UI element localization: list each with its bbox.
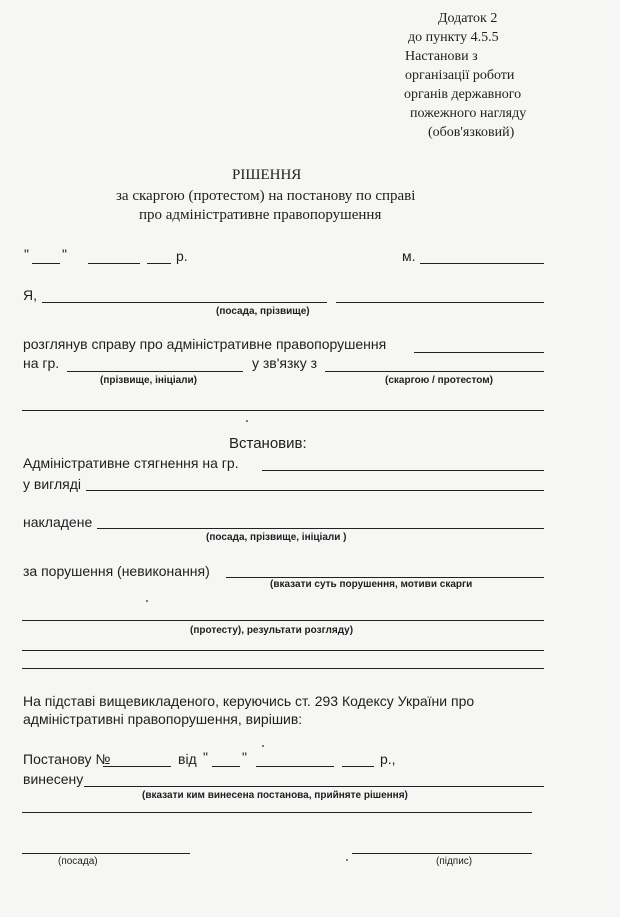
appendix-work-org: організації роботи	[405, 68, 515, 83]
imposed-by-field[interactable]	[97, 528, 544, 529]
violation-label: за порушення (невиконання)	[23, 563, 210, 579]
appendix-state-bodies: органів державного	[404, 87, 522, 102]
appendix-fire-supervision: пожежного нагляду	[410, 106, 527, 121]
scan-speck	[246, 420, 248, 422]
complaint-field[interactable]	[325, 371, 544, 372]
month-field[interactable]	[88, 263, 140, 264]
imposed-caption: (посада, прізвище, ініціали )	[206, 532, 347, 543]
penalty-form-field[interactable]	[86, 490, 544, 491]
city-prefix: м.	[402, 248, 416, 264]
decision-extra-line[interactable]	[22, 812, 532, 813]
res-month-field[interactable]	[256, 766, 334, 767]
scan-speck	[146, 600, 148, 602]
form-subtitle-1: за скаргою (протестом) на постанову по справі	[116, 188, 416, 204]
penalty-label: Адміністративне стягнення на гр.	[23, 455, 239, 471]
in-connection-label: у зв'язку з	[252, 355, 318, 371]
from-label: від	[178, 751, 197, 767]
date-quote-open: "	[24, 246, 29, 262]
date-quote-close: "	[62, 246, 67, 262]
day-field[interactable]	[32, 263, 60, 264]
resolution-label: Постанову №	[23, 751, 111, 767]
violation-extra-line-1[interactable]	[22, 620, 544, 621]
year-suffix: р.	[176, 248, 188, 264]
appendix-point: до пункту 4.5.5	[408, 30, 499, 45]
violation-field[interactable]	[226, 577, 544, 578]
official-name-field-2[interactable]	[336, 302, 544, 303]
official-name-field[interactable]	[42, 302, 327, 303]
case-field[interactable]	[414, 352, 544, 353]
scan-speck	[262, 745, 264, 747]
city-field[interactable]	[420, 263, 544, 264]
res-day-field[interactable]	[212, 766, 240, 767]
established-heading: Встановив:	[229, 435, 307, 452]
year-field[interactable]	[147, 263, 171, 264]
form-title: РІШЕННЯ	[232, 167, 302, 183]
violation-caption: (вказати суть порушення, мотиви скарги	[270, 579, 473, 590]
position-caption: (посада)	[58, 856, 98, 867]
form-subtitle-2: про адміністративне правопорушення	[139, 207, 382, 223]
reviewed-text: розглянув справу про адміністративне правопорушення	[23, 336, 387, 352]
issued-label: винесену	[23, 771, 84, 787]
position-field[interactable]	[22, 853, 190, 854]
signature-field[interactable]	[352, 853, 532, 854]
appendix-mandatory: (обов'язковий)	[428, 125, 515, 140]
issued-caption: (вказати ким винесена постанова, прийняте рішення)	[142, 790, 408, 801]
violation-extra-line-3[interactable]	[22, 668, 544, 669]
appendix-instruction: Настанови з	[405, 49, 478, 64]
res-quote-close: "	[242, 749, 247, 765]
reviewed-extra-line[interactable]	[22, 410, 544, 411]
basis-line-2: адміністративні правопорушення, вирішив:	[23, 711, 303, 727]
res-quote-open: "	[203, 749, 208, 765]
penalty-person-field[interactable]	[262, 470, 544, 471]
appendix-number: Додаток 2	[438, 11, 498, 26]
complaint-caption: (скаргою / протестом)	[385, 375, 493, 386]
official-prefix: Я,	[23, 287, 37, 303]
scan-speck	[346, 859, 348, 861]
in-form-label: у вигляді	[23, 476, 81, 492]
res-year-suffix: р.,	[380, 751, 396, 767]
official-caption: (посада, прізвище)	[216, 306, 310, 317]
to-person-label: на гр.	[23, 355, 60, 371]
violation-caption-2: (протесту), результати розгляду)	[190, 625, 354, 636]
signature-caption: (підпис)	[436, 856, 473, 867]
violation-extra-line-2[interactable]	[22, 650, 544, 651]
resolution-number-field[interactable]	[103, 766, 171, 767]
issued-by-field[interactable]	[84, 786, 544, 787]
person-name-field[interactable]	[67, 371, 243, 372]
res-year-field[interactable]	[342, 766, 374, 767]
person-caption: (прізвище, ініціали)	[100, 375, 197, 386]
imposed-label: накладене	[23, 514, 93, 530]
basis-line-1: На підставі вищевикладеного, керуючись ст. 293 Кодексу України про	[23, 693, 475, 709]
